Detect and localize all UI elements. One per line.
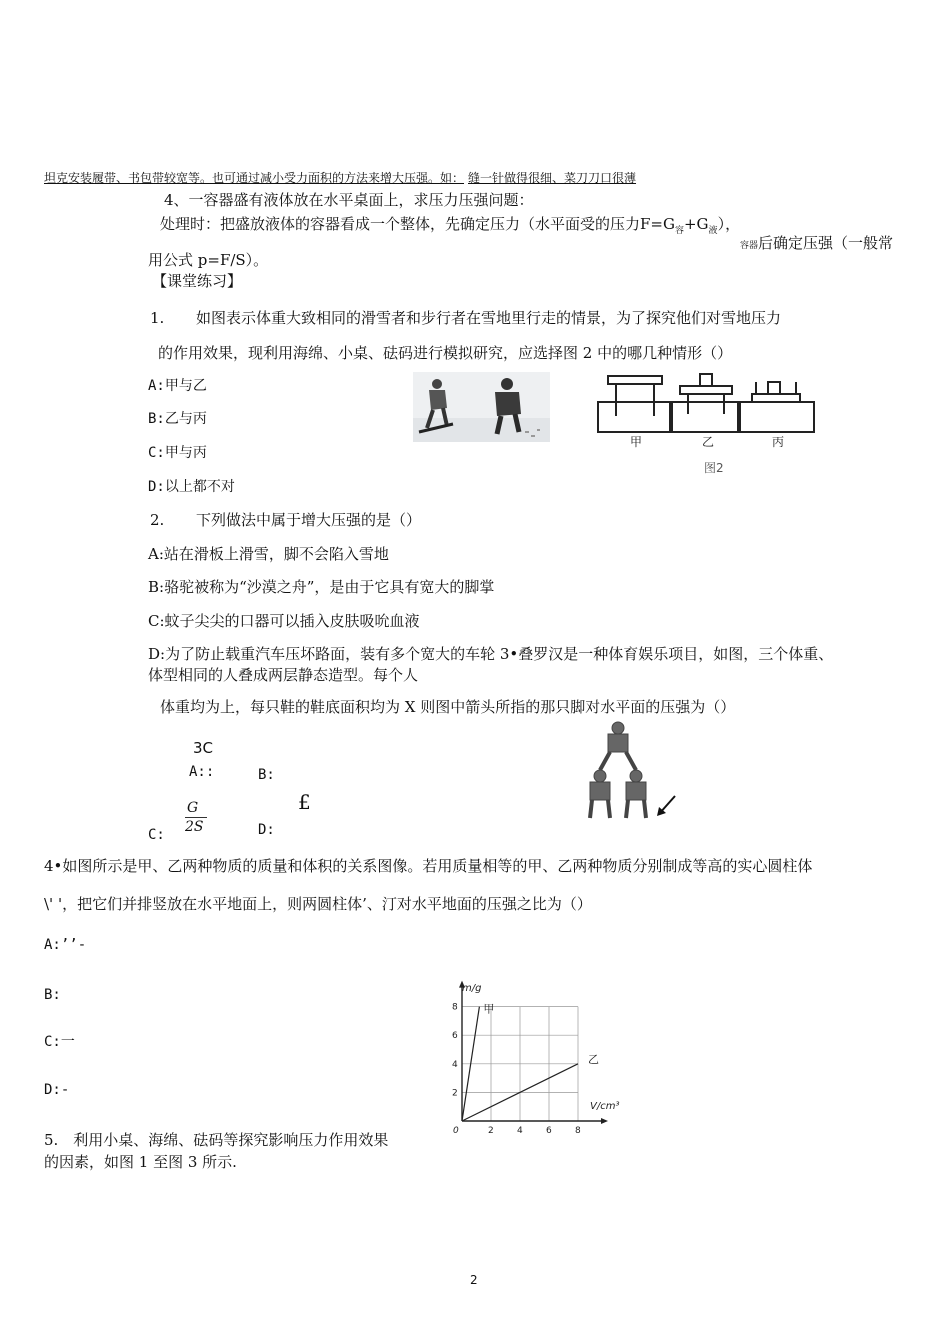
- arrow-pointer-icon: [655, 794, 679, 818]
- q3-line1: 体型相同的人叠成两层静态造型。每个人: [148, 666, 419, 684]
- top-line-b: 缝一针做得很细、菜刀刀口很薄: [468, 171, 637, 185]
- fig-label-bing: 丙: [772, 435, 785, 449]
- figure2-sponge-stools: [596, 372, 818, 478]
- q3-pound: £: [298, 790, 311, 814]
- chart-series: [462, 1003, 599, 1121]
- mass-volume-chart: [440, 975, 640, 1135]
- x-tick-label: 2: [488, 1126, 494, 1135]
- page-number: 2: [470, 1273, 478, 1287]
- q2-option-b: B:骆驼被称为“沙漠之舟”，是由于它具有宽大的脚掌: [148, 578, 495, 596]
- q2-option-a: A:站在滑板上滑雪，脚不会陷入雪地: [148, 545, 389, 563]
- y-tick-label: 4: [452, 1059, 458, 1070]
- chart-grid: [462, 1007, 578, 1121]
- x-axis-label: V/cm³: [590, 1101, 620, 1112]
- fig2-caption: 图2: [704, 461, 724, 475]
- q5-line1: 5. 利用小桌、海绵、砝码等探究影响压力作用效果: [44, 1131, 389, 1149]
- fig-label-jia: 甲: [630, 435, 643, 449]
- fig-label-yi: 乙: [702, 435, 715, 449]
- q3-option-a: A::: [189, 764, 215, 780]
- q1-option-a: A:甲与乙: [148, 378, 207, 394]
- section4-title: 4、一容器盛有液体放在水平桌面上，求压力压强问题：: [164, 191, 534, 209]
- q3-frac-num: G: [187, 800, 199, 816]
- q4-option-c: C:一: [44, 1034, 75, 1050]
- y-axis-label: m/g: [462, 983, 482, 994]
- q2-option-c: C:蚊子尖尖的口器可以插入皮肤吸吮血液: [148, 612, 420, 630]
- y-tick-label: 2: [452, 1088, 458, 1099]
- q4-option-d: D:-: [44, 1082, 70, 1098]
- q1-text2: 的作用效果，现利用海绵、小桌、砝码进行模拟研究，应选择图 2 中的哪几种情形（）: [158, 344, 733, 362]
- q2-number: 2.: [150, 511, 165, 529]
- q3-frac-top: 3C: [193, 739, 214, 757]
- q1-text1: 如图表示体重大致相同的滑雪者和步行者在雪地里行走的情景，为了探究他们对雪地压力: [196, 309, 782, 327]
- human-pyramid-figure: [580, 718, 656, 822]
- x-axis-arrow: [601, 1118, 608, 1124]
- q2-text: 下列做法中属于增大压强的是（）: [196, 511, 422, 529]
- x-tick-label: 6: [546, 1126, 552, 1135]
- q3-frac-den: 2S: [185, 819, 204, 835]
- chart-ticks: [452, 1003, 581, 1135]
- q1-number: 1.: [150, 309, 165, 327]
- section4-line2: 用公式 p=F/S）。: [148, 251, 269, 269]
- x-tick-label: 0: [453, 1126, 459, 1135]
- practice-header: 【课堂练习】: [152, 272, 243, 290]
- q1-option-b: B:乙与丙: [148, 411, 207, 427]
- q3-line2: 体重均为上，每只鞋的鞋底面积均为 X 则图中箭头所指的那只脚对水平面的压强为（）: [160, 698, 736, 716]
- y-tick-label: 8: [452, 1002, 458, 1013]
- y-tick-label: 6: [452, 1031, 458, 1042]
- x-tick-label: 4: [517, 1126, 523, 1135]
- section4-line1: 处理时：把盛放液体的容器看成一个整体，先确定压力（水平面受的压力$F=G_容+G_液$），: [160, 215, 741, 236]
- series-label-jia: 甲: [483, 1002, 495, 1016]
- q4-line1: 4•如图所示是甲、乙两种物质的质量和体积的关系图像。若用质量相等的甲、乙两种物质分别制成等高的实心圆柱体: [44, 857, 813, 875]
- skier-walker-photo: [413, 372, 550, 442]
- q4-option-a: A:’’-: [44, 937, 87, 953]
- q2-option-d: D:为了防止载重汽车压坏路面，装有多个宽大的车轮 3•叠罗汉是一种体育娱乐项目，如图，三个体重、: [148, 645, 834, 663]
- top-line-a: 坦克安装履带、书包带较宽等。也可通过减小受力面积的方法来增大压强。如：: [44, 171, 465, 185]
- q4-option-b: B:: [44, 987, 61, 1003]
- q1-option-d: D:以上都不对: [148, 479, 235, 495]
- q3-option-c: C:: [148, 827, 165, 843]
- series-label-yi: 乙: [588, 1052, 599, 1066]
- section4-after: 容器后确定压强（一般常: [740, 234, 894, 252]
- q3-option-d: D:: [258, 822, 275, 838]
- q4-line2: \' '，把它们并排竖放在水平地面上，则两圆柱体’、汀对水平地面的压强之比为（）: [44, 895, 592, 913]
- q1-option-c: C:甲与丙: [148, 445, 207, 461]
- q5-line2: 的因素，如图 1 至图 3 所示.: [44, 1153, 237, 1171]
- q3-option-b: B:: [258, 767, 275, 783]
- x-tick-label: 8: [575, 1126, 581, 1135]
